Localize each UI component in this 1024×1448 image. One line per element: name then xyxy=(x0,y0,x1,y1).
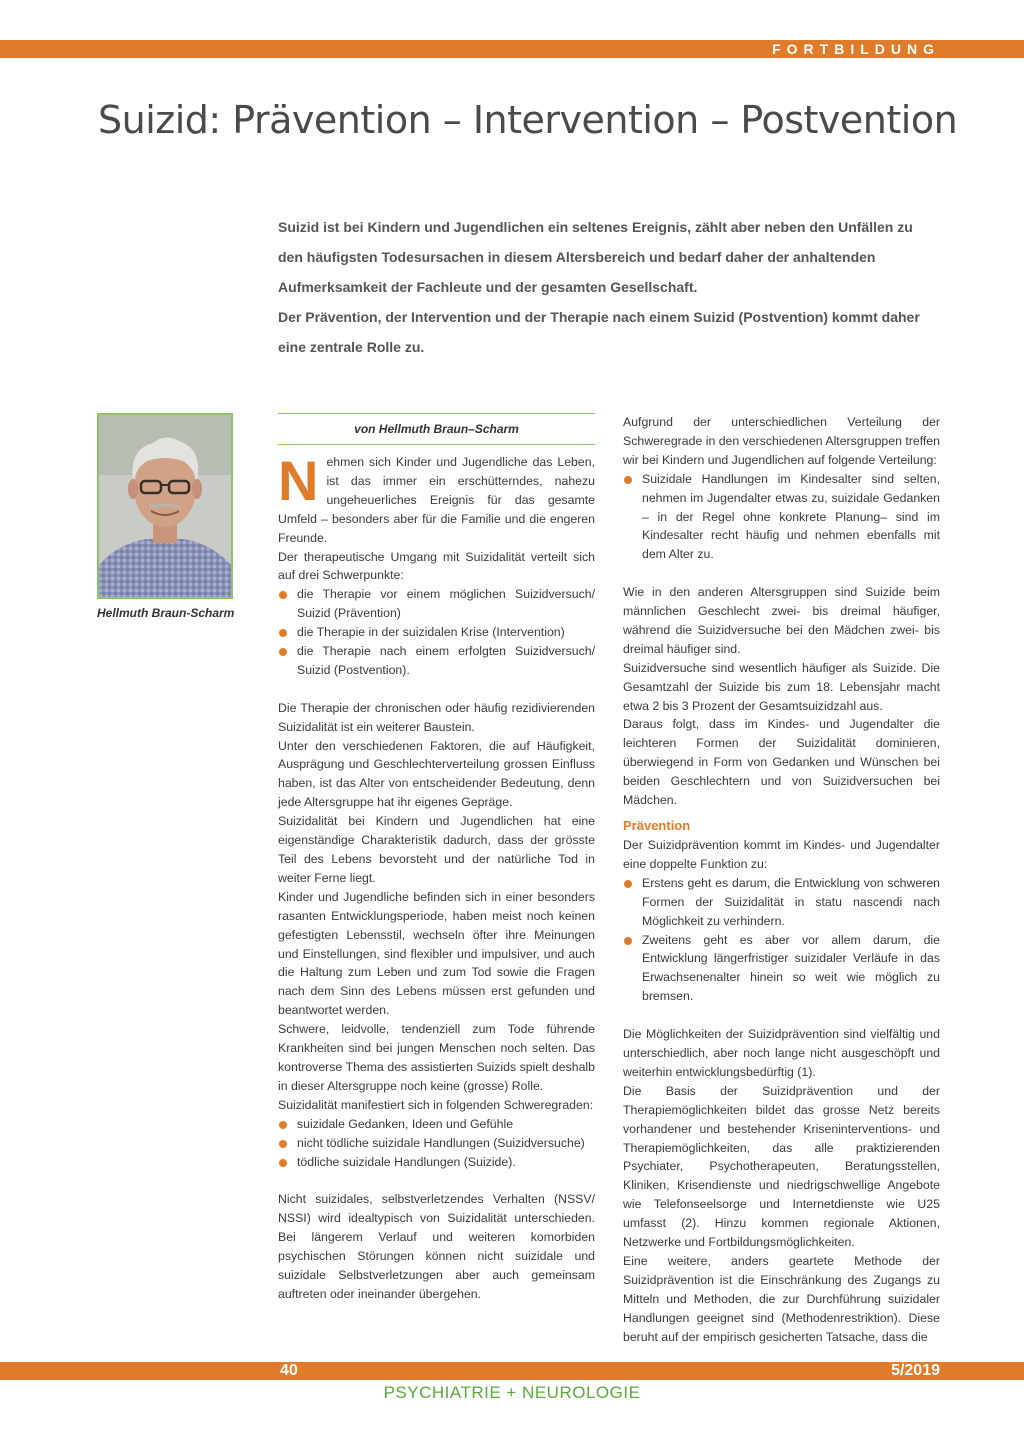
list-item: die Therapie in der suizidalen Krise (Intervention) xyxy=(278,623,595,642)
paragraph: Suizidalität bei Kindern und Jugendlichen hat eine eigenständige Charakteristik dadurch, dass der grösste Teil des Lebens bevorsteht und der natürliche Tod in weiter Ferne liegt. xyxy=(278,814,595,885)
author-byline: von Hellmuth Braun–Scharm xyxy=(354,422,519,436)
paragraph: Eine weitere, anders geartete Methode der Suizidprävention ist die Einschränkung des Zugangs zu Mitteln und Methoden, die zur Durchführung suizidaler Handlungen geeignet sind (Methodenrestriktion). Diese beruht auf der empirisch gesicherten Tatsache, dass die xyxy=(623,1253,940,1344)
paragraph: Suizidalität manifestiert sich in folgenden Schweregraden: xyxy=(278,1097,594,1112)
paragraph: Suizidversuche sind wesentlich häufiger als Suizide. Die Gesamtzahl der Suizide bis zum 18. Lebensjahr macht etwa 2 bis 3 Prozent der Gesamtsuizidzahl aus. xyxy=(623,660,940,713)
footer-bar xyxy=(0,1362,1024,1380)
bullet-list xyxy=(623,874,940,1006)
bullet-list xyxy=(623,470,940,565)
bullet-list xyxy=(278,1115,595,1172)
section-heading-praevention: Prävention xyxy=(623,818,691,834)
article-column-1 xyxy=(278,413,595,1304)
list-item: Erstens geht es darum, die Entwicklung von schweren Formen der Suizidalität in statu nascendi nach Möglichkeit zu verhindern. xyxy=(623,874,940,931)
list-item: Suizidale Handlungen im Kindesalter sind selten, nehmen im Jugendalter etwas zu, suizidale Gedanken – in der Regel ohne konkrete Planung– sind im Kindesalter recht häufig und nehmen ebenfalls mit dem Alter zu. xyxy=(623,470,940,565)
paragraph: Daraus folgt, dass im Kindes- und Jugendalter die leichteren Formen der Suizidalität dominieren, überwiegend in Form von Gedanken und Wünschen bei beiden Geschlechtern und von Suizidversuchen bei Mädchen. xyxy=(623,717,940,808)
paragraph: Kinder und Jugendliche befinden sich in einer besonders rasanten Entwicklungsperiode, haben meist noch keinen gefestigten Lebensstil, wechseln öfter ihre Meinungen und Einstellungen, sind flexibler und impulsiver, und auch die Haltung zum Leben und zum Tod sowie die Fragen nach dem Sinn des Lebens müssen erst gefunden und beantwortet werden. xyxy=(278,889,595,1018)
list-item: Zweitens geht es aber vor allem darum, die Entwicklung längerfristiger suizidaler Verläufe in das Erwachsenenalter hinein so weit wie möglich zu bremsen. xyxy=(623,931,940,1007)
list-item: die Therapie nach einem erfolgten Suizidversuch/ Suizid (Postvention). xyxy=(278,642,595,680)
intro-paragraph xyxy=(278,449,595,548)
list-item: suizidale Gedanken, Ideen und Gefühle xyxy=(278,1115,595,1134)
paragraph: Wie in den anderen Altersgruppen sind Suizide beim männlichen Geschlecht zwei- bis dreimal häufiger, während die Suizidversuche bei den Mädchen zwei- bis dreimal häufiger sind. xyxy=(623,585,940,656)
lead-text-1: Suizid ist bei Kindern und Jugendlichen ein seltenes Ereignis, zählt aber neben den Unfällen zu den häufigsten Todesursachen in diesem Altersbereich und bedarf daher der anhaltenden Aufmerksamkeit der Fachleute und der gesamten Gesellschaft. xyxy=(278,219,913,295)
article-title: Suizid: Prävention – Intervention – Postvention xyxy=(98,98,958,142)
intro-text: ehmen sich Kinder und Jugendliche das Leben, ist das immer ein erschütterndes, nahezu ungeheuerliches Ereignis für das gesamte Umfeld – besonders aber für die Familie und die engeren Freunde. xyxy=(278,455,595,545)
paragraph: Aufgrund der unterschiedlichen Verteilung der Schweregrade in den verschiedenen Altersgruppen treffen wir bei Kindern und Jugendlichen auf folgende Verteilung: xyxy=(623,415,940,467)
drop-cap: N xyxy=(278,449,319,512)
paragraph: Unter den verschiedenen Faktoren, die auf Häufigkeit, Ausprägung und Geschlechterverteilung grossen Einfluss haben, ist das Alter von entscheidender Bedeutung, denn jede Altersgruppe hat ihr eigenes Gepräge. xyxy=(278,738,595,810)
author-photo xyxy=(97,413,233,599)
paragraph: Die Therapie der chronischen oder häufig rezidivierenden Suizidalität ist ein weiterer Baustein. xyxy=(278,700,595,734)
list-item: nicht tödliche suizidale Handlungen (Suizidversuche) xyxy=(278,1134,595,1153)
photo-caption: Hellmuth Braun-Scharm xyxy=(97,606,235,620)
paragraph: Nicht suizidales, selbstverletzendes Verhalten (NSSV/ NSSI) wird idealtypisch von Suizidalität unterschieden. Bei längerem Verlauf und weiteren komorbiden psychischen Störungen können nicht suizidale und suizidale Selbstverletzungen aber auch gemeinsam auftreten oder ineinander übergehen. xyxy=(278,1192,595,1301)
portrait-image xyxy=(99,415,231,597)
section-label: FORTBILDUNG xyxy=(772,41,940,57)
paragraph: Die Basis der Suizidprävention und der Therapiemöglichkeiten bildet das grosse Netz bereits vorhandener und bestehender Kriseninterventions- und Therapiemöglichkeiten, das alle praktizierenden Psychiater, Psychotherapeuten, Beratungsstellen, Kliniken, Krisendienste und niedrigschwellige Angebote wie Telefonseelsorge und Internetdienste wie U25 umfasst (2). Hinzu kommen regionale Aktionen, Netzwerke und Fortbildungsmöglichkeiten. xyxy=(623,1083,940,1250)
header-bar xyxy=(0,40,1024,58)
paragraph: Der therapeutische Umgang mit Suizidalität verteilt sich auf drei Schwerpunkte: xyxy=(278,549,595,583)
list-item: tödliche suizidale Handlungen (Suizide). xyxy=(278,1153,595,1172)
bullet-list xyxy=(278,585,595,680)
lead-paragraph xyxy=(278,212,938,362)
article-column-2 xyxy=(623,413,940,1346)
paragraph: Die Möglichkeiten der Suizidprävention sind vielfältig und unterschiedlich, aber noch lange nicht ausgeschöpft und weiterhin entwicklungsbedürftig (1). xyxy=(623,1027,940,1079)
journal-name: PSYCHIATRIE + NEUROLOGIE xyxy=(383,1383,641,1402)
paragraph: Der Suizidprävention kommt im Kindes- und Jugendalter eine doppelte Funktion zu: xyxy=(623,838,940,871)
paragraph: Schwere, leidvolle, tendenziell zum Tode führende Krankheiten sind bei jungen Menschen noch selten. Das kontroverse Thema des assistierten Suizids spielt deshalb in dieser Altersgruppe noch keine (grosse) Rolle. xyxy=(278,1022,595,1093)
page-number: 40 xyxy=(280,1362,298,1379)
issue-number: 5/2019 xyxy=(891,1362,940,1379)
list-item: die Therapie vor einem möglichen Suizidversuch/ Suizid (Prävention) xyxy=(278,585,595,623)
author-rule-bottom xyxy=(278,444,595,445)
lead-text-2: Der Prävention, der Intervention und der Therapie nach einem Suizid (Postvention) kommt daher eine zentrale Rolle zu. xyxy=(278,309,920,355)
